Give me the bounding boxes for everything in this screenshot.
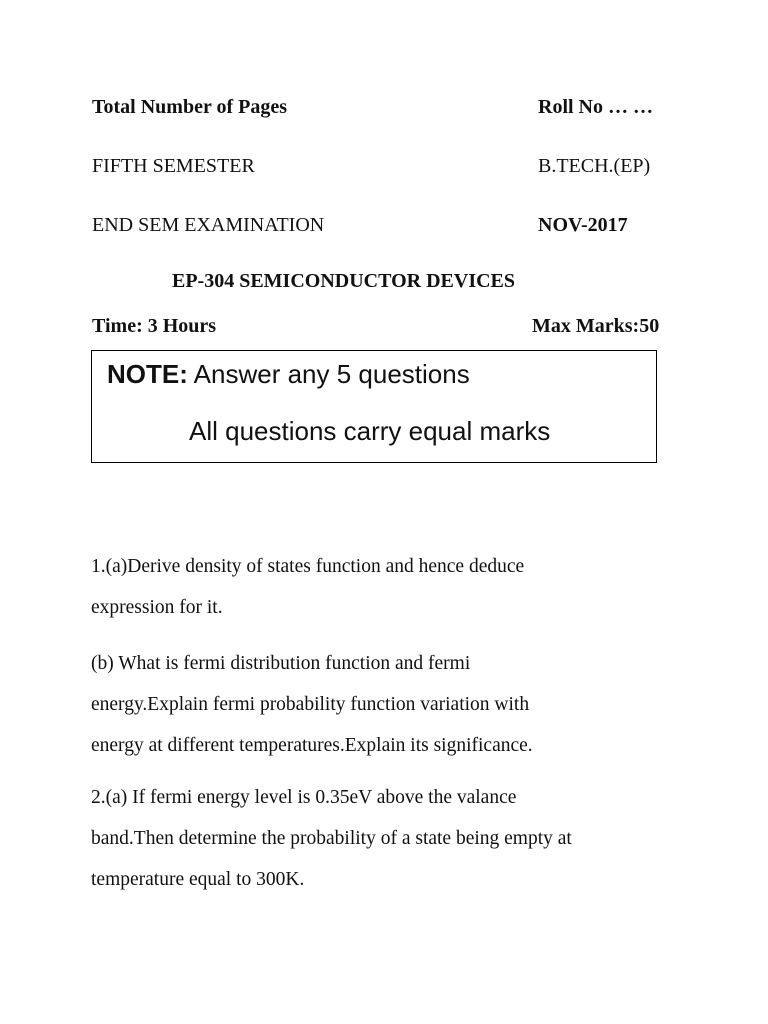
question-line: temperature equal to 300K. [91, 869, 305, 890]
program-label: B.TECH.(EP) [538, 155, 651, 177]
question-line: 2.(a) If fermi energy level is 0.35eV above the valance [91, 787, 517, 808]
question-line: band.Then determine the probability of a state being empty at [91, 828, 572, 849]
semester-label: FIFTH SEMESTER [92, 155, 255, 177]
question-line: energy at different temperatures.Explain its significance. [91, 735, 533, 756]
question-line: (b) What is fermi distribution function and fermi [91, 653, 471, 674]
exam-label: END SEM EXAMINATION [92, 214, 325, 236]
note-text-1: Answer any 5 questions [187, 359, 470, 389]
question-1a [91, 546, 691, 628]
time-label: Time: 3 Hours [92, 315, 217, 337]
note-text-2: All questions carry equal marks [189, 416, 551, 446]
question-2a [91, 777, 691, 900]
session-label: NOV-2017 [538, 214, 628, 236]
instructions-box [91, 350, 657, 463]
total-pages-label: Total Number of Pages [92, 96, 287, 118]
note-label: NOTE: [107, 359, 188, 389]
roll-no-label: Roll No … … [538, 96, 653, 118]
question-line: expression for it. [91, 597, 223, 618]
question-line: 1.(a)Derive density of states function and hence deduce [91, 556, 525, 577]
question-1b [91, 643, 691, 766]
note-line-1 [107, 359, 470, 390]
max-marks-label: Max Marks:50 [532, 315, 660, 337]
course-title: EP-304 SEMICONDUCTOR DEVICES [172, 270, 516, 292]
question-line: energy.Explain fermi probability function variation with [91, 694, 530, 715]
